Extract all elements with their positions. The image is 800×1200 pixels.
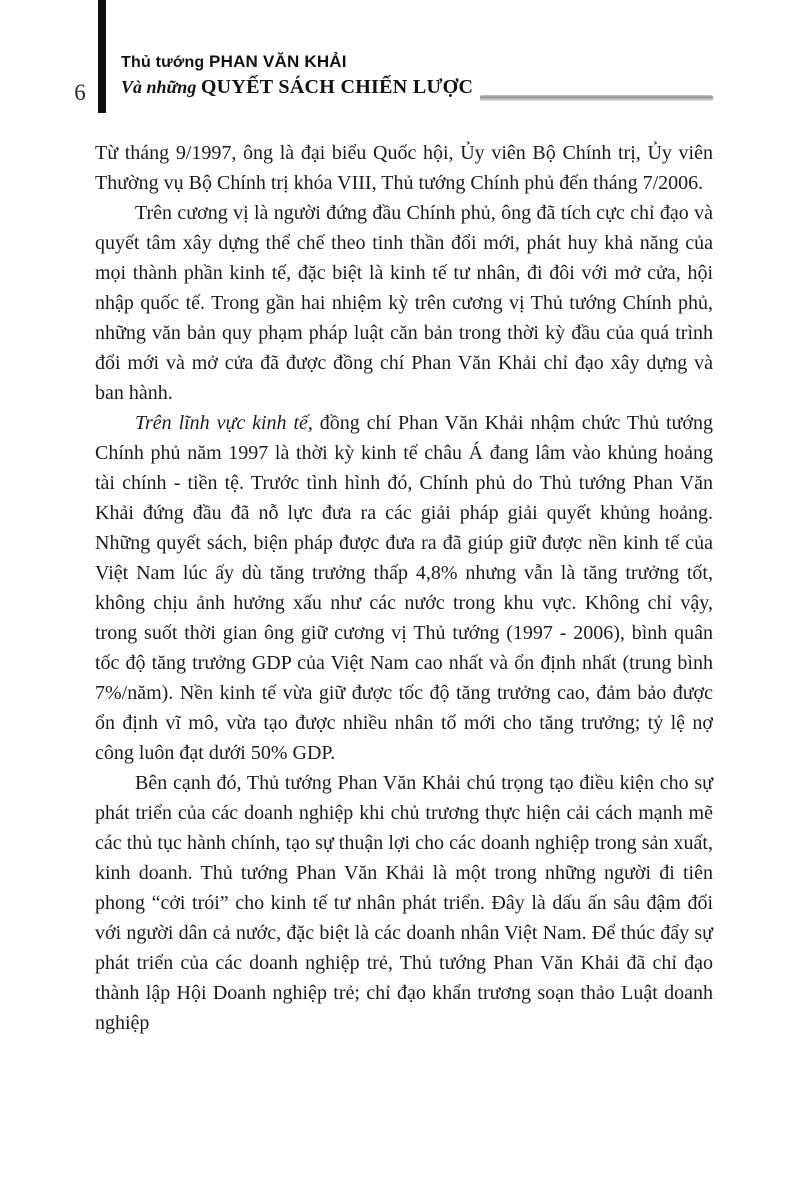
paragraph-run-italic: Trên lĩnh vực kinh tế, [135,412,313,434]
header-line2-prefix: Và những [121,77,201,97]
paragraph-run: đồng chí Phan Văn Khải nhậm chức Thủ tướng Chính phủ năm 1997 là thời kỳ kinh tế châu Á đang lâm vào khủng hoảng tài chính - tiền tệ. Trước tình hình đó, Chính phủ do Thủ tướng Phan Văn Khải đứng đầu đã nỗ lực đưa ra các giải pháp giải quyết khủng hoảng. Những quyết sách, biện pháp được đưa ra đã giúp giữ được nền kinh tế của Việt Nam lúc ấy dù tăng trưởng thấp 4,8% nhưng vẫn là tăng trưởng tốt, không chịu ảnh hưởng xấu như các nước trong khu vực. Không chỉ vậy, trong suốt thời gian ông giữ cương vị Thủ tướng (1997 - 2006), bình quân tốc độ tăng trưởng GDP của Việt Nam cao nhất và ổn định nhất (trung bình 7%/năm). Nền kinh tế vừa giữ được tốc độ tăng trưởng cao, đảm bảo được ổn định vĩ mô, vừa tạo được nhiều nhân tố mới cho tăng trưởng; tỷ lệ nợ công luôn đạt dưới 50% GDP. [95,412,714,764]
paragraph-run: Trên cương vị là người đứng đầu Chính phủ, ông đã tích cực chỉ đạo và quyết tâm xây dựng thể chế theo tinh thần đổi mới, phát huy khả năng của mọi thành phần kinh tế, đặc biệt là kinh tế tư nhân, đi đôi với mở cửa, hội nhập quốc tế. Trong gần hai nhiệm kỳ trên cương vị Thủ tướng Chính phủ, những văn bản quy phạm pháp luật căn bản trong thời kỳ đầu của quá trình đổi mới và mở cửa đã được đồng chí Phan Văn Khải chỉ đạo xây dựng và ban hành. [95,202,713,404]
paragraph-run: Bên cạnh đó, Thủ tướng Phan Văn Khải chú trọng tạo điều kiện cho sự phát triển của các doanh nghiệp khi chủ trương thực hiện cải cách mạnh mẽ các thủ tục hành chính, tạo sự thuận lợi cho các doanh nghiệp trong sản xuất, kinh doanh. Thủ tướng Phan Văn Khải là một trong những người đi tiên phong “cởi trói” cho kinh tế tư nhân phát triển. Đây là dấu ấn sâu đậm đối với người dân cả nước, đặc biệt là các doanh nhân Việt Nam. Để thúc đẩy sự phát triển của các doanh nghiệp trẻ, Thủ tướng Phan Văn Khải đã chỉ đạo thành lập Hội Doanh nghiệp trẻ; chỉ đạo khẩn trương soạn thảo Luật doanh nghiệp [95,772,713,1034]
header-line1 [121,52,473,72]
header-vertical-bar [98,0,106,113]
page-header [121,52,473,99]
header-decorative-rule [480,95,713,101]
header-line1-prefix: Thủ tướng [121,54,210,71]
paragraph [95,408,713,768]
body-text [95,138,713,1038]
paragraph [95,198,713,408]
paragraph-run: Từ tháng 9/1997, ông là đại biểu Quốc hội, Ủy viên Bộ Chính trị, Ủy viên Thường vụ Bộ Chính trị khóa VIII, Thủ tướng Chính phủ đến tháng 7/2006. [95,142,713,194]
page-number: 6 [74,80,86,105]
header-line2 [121,76,473,99]
paragraph [95,768,713,1038]
paragraph [95,138,713,198]
header-line1-title: PHAN VĂN KHẢI [209,52,347,71]
header-line2-title: QUYẾT SÁCH CHIẾN LƯỢC [200,76,474,98]
